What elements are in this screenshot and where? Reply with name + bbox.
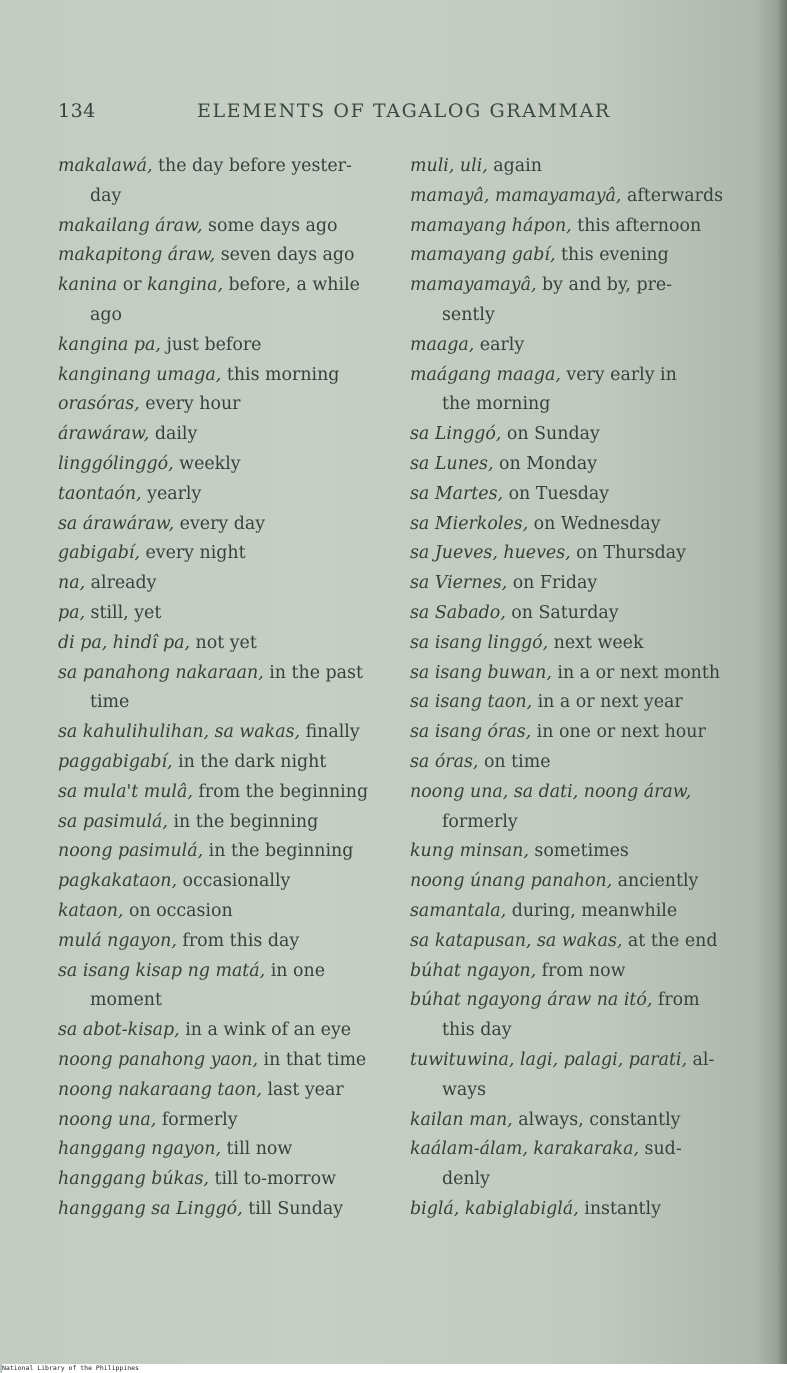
tagalog-term: linggólinggó,: [58, 453, 174, 474]
entry-continuation-line: [410, 301, 762, 331]
entry-line: [410, 1195, 762, 1225]
english-gloss: al-: [687, 1049, 715, 1070]
glossary-entry: [410, 152, 762, 182]
english-gloss: seven days ago: [215, 245, 355, 266]
tagalog-term: makalawá,: [58, 156, 153, 176]
glossary-entry: [58, 718, 398, 748]
glossary-entry: [410, 688, 762, 718]
entry-line: [58, 569, 398, 599]
entry-line: [58, 510, 398, 540]
english-gloss: anciently: [612, 871, 699, 892]
library-credit: National Library of the Philippines: [2, 1364, 787, 1373]
english-gloss: this evening: [555, 245, 669, 266]
entry-line: [58, 1106, 398, 1136]
tagalog-term: noong pasimulá,: [58, 841, 204, 862]
english-gloss: in the beginning: [167, 811, 319, 832]
english-gloss: this afternoon: [571, 215, 702, 236]
entry-line: [410, 867, 762, 897]
tagalog-term: sa óras,: [410, 751, 479, 772]
english-gloss: in that time: [258, 1049, 367, 1070]
glossary-entry: [410, 599, 762, 629]
entry-line: [58, 1016, 398, 1046]
tagalog-term: kanina: [58, 275, 118, 296]
tagalog-term: kataon,: [58, 900, 124, 921]
english-gloss: last year: [261, 1079, 344, 1100]
entry-line: [58, 1165, 398, 1195]
english-gloss: daily: [149, 424, 198, 445]
entry-line: [58, 778, 398, 808]
entry-line: [410, 569, 762, 599]
tagalog-term: sa árawáraw,: [58, 513, 175, 534]
english-gloss: instantly: [578, 1198, 661, 1219]
english-gloss: every hour: [139, 394, 241, 415]
entry-line: [58, 837, 398, 867]
english-gloss: not yet: [190, 632, 257, 653]
glossary-entry: [410, 957, 762, 987]
english-gloss: in the past: [263, 662, 363, 683]
english-gloss: by and by, pre-: [536, 275, 673, 296]
tagalog-term: sa isang kisap ng matá,: [58, 960, 266, 981]
tagalog-term: makapitong áraw,: [58, 245, 216, 266]
english-gloss: before, a while: [223, 275, 360, 296]
english-gloss: ways: [442, 1079, 487, 1100]
entry-line: [410, 659, 762, 689]
entry-line: [58, 271, 398, 301]
english-gloss: every night: [139, 543, 246, 564]
entry-continuation-line: [410, 390, 762, 420]
tagalog-term: sa Martes,: [410, 483, 504, 504]
tagalog-term: hanggang ngayon,: [58, 1139, 221, 1160]
entry-continuation-line: [410, 1165, 762, 1195]
entry-line: [410, 331, 762, 361]
english-gloss: or: [117, 275, 148, 296]
glossary-entry: [58, 390, 398, 420]
english-gloss: this day: [442, 1020, 512, 1041]
tagalog-term: sa isang linggó,: [410, 632, 549, 653]
glossary-entry: [58, 599, 398, 629]
tagalog-term: mamayamayâ,: [410, 275, 537, 296]
english-gloss: in a or next month: [551, 662, 721, 683]
english-gloss: every day: [174, 513, 266, 534]
glossary-entry: [410, 659, 762, 689]
english-gloss: this morning: [221, 364, 340, 385]
entry-continuation-line: [410, 1076, 762, 1106]
entry-continuation-line: [58, 986, 398, 1016]
english-gloss: formerly: [442, 811, 518, 832]
tagalog-term: noong una,: [58, 1109, 157, 1130]
glossary-entry: [410, 510, 762, 540]
glossary-entry: [58, 539, 398, 569]
glossary-entry: [58, 420, 398, 450]
entry-line: [58, 748, 398, 778]
entry-line: [410, 688, 762, 718]
glossary-entry: [410, 927, 762, 957]
glossary-entry: [410, 986, 762, 1046]
tagalog-term: hanggang búkas,: [58, 1169, 209, 1190]
entry-line: [410, 510, 762, 540]
tagalog-term: noong nakaraang taon,: [58, 1079, 262, 1100]
english-gloss: on time: [478, 751, 551, 772]
entry-line: [58, 361, 398, 391]
glossary-entry: [58, 867, 398, 897]
tagalog-term: samantala,: [410, 900, 507, 921]
glossary-entry: [58, 748, 398, 778]
glossary-entry: [58, 927, 398, 957]
glossary-entry: [58, 1135, 398, 1165]
entry-continuation-line: [410, 808, 762, 838]
english-gloss: weekly: [173, 453, 241, 474]
tagalog-term: kailan man,: [410, 1109, 513, 1130]
english-gloss: on Monday: [493, 453, 598, 474]
tagalog-term: pa,: [58, 602, 86, 623]
glossary-entry: [410, 331, 762, 361]
glossary-entry: [58, 837, 398, 867]
tagalog-term: kangina pa,: [58, 334, 161, 355]
tagalog-term: noong panahong yaon,: [58, 1049, 258, 1070]
entry-line: [410, 1106, 762, 1136]
glossary-entry: [58, 659, 398, 719]
english-gloss: in a or next year: [532, 692, 683, 713]
entry-line: [410, 599, 762, 629]
english-gloss: the morning: [442, 394, 551, 415]
english-gloss: already: [85, 573, 157, 594]
entry-line: [410, 897, 762, 927]
tagalog-term: mamayang hápon,: [410, 215, 572, 236]
english-gloss: time: [90, 692, 130, 713]
tagalog-term: búhat ngayong áraw na itó,: [410, 990, 653, 1011]
glossary-entry: [410, 271, 762, 331]
english-gloss: moment: [90, 990, 162, 1011]
glossary-entry: [410, 837, 762, 867]
tagalog-term: biglá, kabiglabiglá,: [410, 1198, 579, 1219]
english-gloss: sently: [442, 304, 495, 325]
glossary-entry: [58, 629, 398, 659]
glossary-entry: [58, 808, 398, 838]
english-gloss: early: [474, 334, 525, 355]
english-gloss: still, yet: [85, 602, 162, 623]
glossary-entry: [58, 361, 398, 391]
tagalog-term: makailang áraw,: [58, 215, 203, 236]
english-gloss: sometimes: [528, 841, 629, 862]
entry-line: [410, 450, 762, 480]
english-gloss: on Wednesday: [528, 513, 661, 534]
tagalog-term: sa isang óras,: [410, 722, 532, 743]
entry-line: [58, 629, 398, 659]
tagalog-term: na,: [58, 573, 86, 594]
entry-line: [58, 152, 398, 182]
entry-line: [410, 212, 762, 242]
glossary-entry: [410, 241, 762, 271]
english-gloss: very early in: [560, 364, 677, 385]
entry-line: [410, 361, 762, 391]
english-gloss: yearly: [141, 483, 202, 504]
english-gloss: on Saturday: [505, 602, 619, 623]
english-gloss: always, constantly: [512, 1109, 681, 1130]
entry-line: [58, 957, 398, 987]
tagalog-term: noong únang panahon,: [410, 871, 613, 892]
entry-line: [58, 450, 398, 480]
page-edge-shadow: [777, 0, 787, 1364]
entry-line: [410, 837, 762, 867]
tagalog-term: mamayâ, mamayamayâ,: [410, 185, 622, 206]
glossary-entry: [58, 1046, 398, 1076]
entry-line: [410, 748, 762, 778]
english-gloss: the day before yester-: [152, 156, 352, 176]
tagalog-term: paggabigabí,: [58, 751, 173, 772]
tagalog-term: árawáraw,: [58, 424, 150, 445]
english-gloss: some days ago: [202, 215, 338, 236]
glossary-entry: [410, 748, 762, 778]
english-gloss: on Thursday: [570, 543, 686, 564]
entry-line: [410, 629, 762, 659]
glossary-entry: [410, 361, 762, 421]
english-gloss: in one: [265, 960, 325, 981]
glossary-entry: [410, 897, 762, 927]
english-gloss: in the beginning: [203, 841, 354, 862]
tagalog-term: kung minsan,: [410, 841, 529, 862]
entry-line: [58, 241, 398, 271]
tagalog-term: pagkakataon,: [58, 871, 178, 892]
english-gloss: on Sunday: [501, 424, 600, 445]
glossary-entry: [58, 1016, 398, 1046]
tagalog-term: sa Viernes,: [410, 573, 508, 594]
entry-line: [58, 1135, 398, 1165]
glossary-entry: [410, 1046, 762, 1106]
glossary-entry: [58, 331, 398, 361]
tagalog-term: tuwituwina, lagi, palagi, parati,: [410, 1049, 688, 1070]
right-column: [410, 152, 762, 1225]
tagalog-term: noong una, sa dati, noong áraw,: [410, 781, 692, 802]
english-gloss: till now: [221, 1139, 293, 1160]
left-column: [58, 152, 398, 1225]
entry-line: [58, 867, 398, 897]
tagalog-term: sa Sabado,: [410, 602, 506, 623]
running-title: ELEMENTS OF TAGALOG GRAMMAR: [197, 100, 611, 122]
english-gloss: from: [652, 990, 700, 1011]
tagalog-term: kangina,: [147, 275, 223, 296]
glossary-entry: [58, 241, 398, 271]
glossary-entry: [410, 718, 762, 748]
entry-continuation-line: [58, 688, 398, 718]
entry-line: [58, 420, 398, 450]
glossary-entry: [410, 778, 762, 838]
tagalog-term: sa kahulihulihan, sa wakas,: [58, 722, 301, 743]
entry-line: [58, 1076, 398, 1106]
english-gloss: from the beginning: [192, 781, 369, 802]
tagalog-term: sa Linggó,: [410, 424, 502, 445]
english-gloss: sud-: [639, 1139, 682, 1160]
entry-line: [410, 1046, 762, 1076]
tagalog-term: sa isang taon,: [410, 692, 533, 713]
english-gloss: afterwards: [621, 185, 724, 206]
glossary-entry: [410, 1195, 762, 1225]
english-gloss: during, meanwhile: [506, 900, 678, 921]
english-gloss: on Tuesday: [503, 483, 610, 504]
entry-line: [410, 539, 762, 569]
entry-line: [410, 986, 762, 1016]
entry-line: [58, 539, 398, 569]
glossary-entry: [410, 1106, 762, 1136]
entry-line: [410, 480, 762, 510]
entry-line: [58, 1195, 398, 1225]
glossary-entry: [58, 152, 398, 212]
glossary-entry: [58, 510, 398, 540]
entry-line: [58, 808, 398, 838]
glossary-entry: [58, 450, 398, 480]
tagalog-term: sa abot-kisap,: [58, 1020, 180, 1041]
entry-line: [58, 480, 398, 510]
glossary-entry: [410, 420, 762, 450]
english-gloss: in one or next hour: [531, 722, 706, 743]
glossary-entry: [410, 480, 762, 510]
english-gloss: till to-morrow: [208, 1169, 336, 1190]
english-gloss: at the end: [622, 930, 718, 951]
tagalog-term: sa Lunes,: [410, 453, 494, 474]
entry-continuation-line: [410, 1016, 762, 1046]
entry-line: [410, 241, 762, 271]
glossary-entry: [58, 897, 398, 927]
tagalog-term: maaga,: [410, 334, 475, 355]
tagalog-term: muli, uli,: [410, 156, 488, 176]
english-gloss: on Friday: [507, 573, 598, 594]
english-gloss: on occasion: [123, 900, 233, 921]
english-gloss: next week: [548, 632, 644, 653]
entry-continuation-line: [58, 301, 398, 331]
glossary-entry: [58, 569, 398, 599]
entry-continuation-line: [58, 182, 398, 212]
glossary-entry: [58, 480, 398, 510]
entry-line: [58, 927, 398, 957]
entry-line: [410, 420, 762, 450]
glossary-entry: [58, 212, 398, 242]
entry-line: [58, 212, 398, 242]
english-gloss: day: [90, 185, 122, 206]
glossary-entry: [58, 1195, 398, 1225]
tagalog-term: mamayang gabí,: [410, 245, 556, 266]
entry-line: [58, 718, 398, 748]
glossary-entry: [410, 182, 762, 212]
entry-line: [410, 927, 762, 957]
english-gloss: just before: [160, 334, 262, 355]
english-gloss: formerly: [156, 1109, 238, 1130]
english-gloss: ago: [90, 304, 122, 325]
tagalog-term: gabigabí,: [58, 543, 140, 564]
english-gloss: from now: [536, 960, 626, 981]
tagalog-term: sa Mierkoles,: [410, 513, 529, 534]
entry-line: [410, 718, 762, 748]
tagalog-term: sa pasimulá,: [58, 811, 168, 832]
english-gloss: denly: [442, 1169, 491, 1190]
entry-line: [410, 778, 762, 808]
english-gloss: finally: [300, 722, 360, 743]
tagalog-term: orasóras,: [58, 394, 140, 415]
entry-line: [58, 1046, 398, 1076]
glossary-entry: [410, 867, 762, 897]
tagalog-term: sa panahong nakaraan,: [58, 662, 264, 683]
english-gloss: in the dark night: [172, 751, 327, 772]
glossary-entry: [410, 629, 762, 659]
entry-line: [410, 1135, 762, 1165]
tagalog-term: hanggang sa Linggó,: [58, 1198, 243, 1219]
entry-line: [410, 271, 762, 301]
english-gloss: occasionally: [177, 871, 291, 892]
tagalog-term: maágang maaga,: [410, 364, 561, 385]
tagalog-term: kaálam-álam, karakaraka,: [410, 1139, 640, 1160]
tagalog-term: mulá ngayon,: [58, 930, 177, 951]
english-gloss: in a wink of an eye: [179, 1020, 352, 1041]
glossary-entry: [410, 450, 762, 480]
glossary-entry: [58, 957, 398, 1017]
tagalog-term: sa katapusan, sa wakas,: [410, 930, 623, 951]
glossary-entry: [58, 1165, 398, 1195]
tagalog-term: búhat ngayon,: [410, 960, 537, 981]
tagalog-term: di pa, hindî pa,: [58, 632, 190, 653]
english-gloss: from this day: [176, 930, 300, 951]
entry-line: [58, 331, 398, 361]
page-number: 134: [58, 100, 96, 122]
glossary-entry: [58, 1106, 398, 1136]
entry-line: [58, 599, 398, 629]
entry-line: [58, 390, 398, 420]
glossary-entry: [410, 1135, 762, 1195]
entry-line: [410, 182, 762, 212]
glossary-entry: [410, 539, 762, 569]
tagalog-term: taontaón,: [58, 483, 142, 504]
tagalog-term: kanginang umaga,: [58, 364, 222, 385]
tagalog-term: sa Jueves, hueves,: [410, 543, 571, 564]
entry-line: [58, 659, 398, 689]
english-gloss: till Sunday: [242, 1198, 344, 1219]
english-gloss: again: [487, 156, 542, 176]
entry-line: [410, 152, 762, 182]
glossary-entry: [58, 271, 398, 331]
entry-line: [58, 897, 398, 927]
tagalog-term: sa isang buwan,: [410, 662, 552, 683]
glossary-entry: [58, 1076, 398, 1106]
tagalog-term: sa mula't mulâ,: [58, 781, 193, 802]
entry-line: [410, 957, 762, 987]
glossary-entry: [410, 212, 762, 242]
glossary-entry: [58, 778, 398, 808]
glossary-entry: [410, 569, 762, 599]
